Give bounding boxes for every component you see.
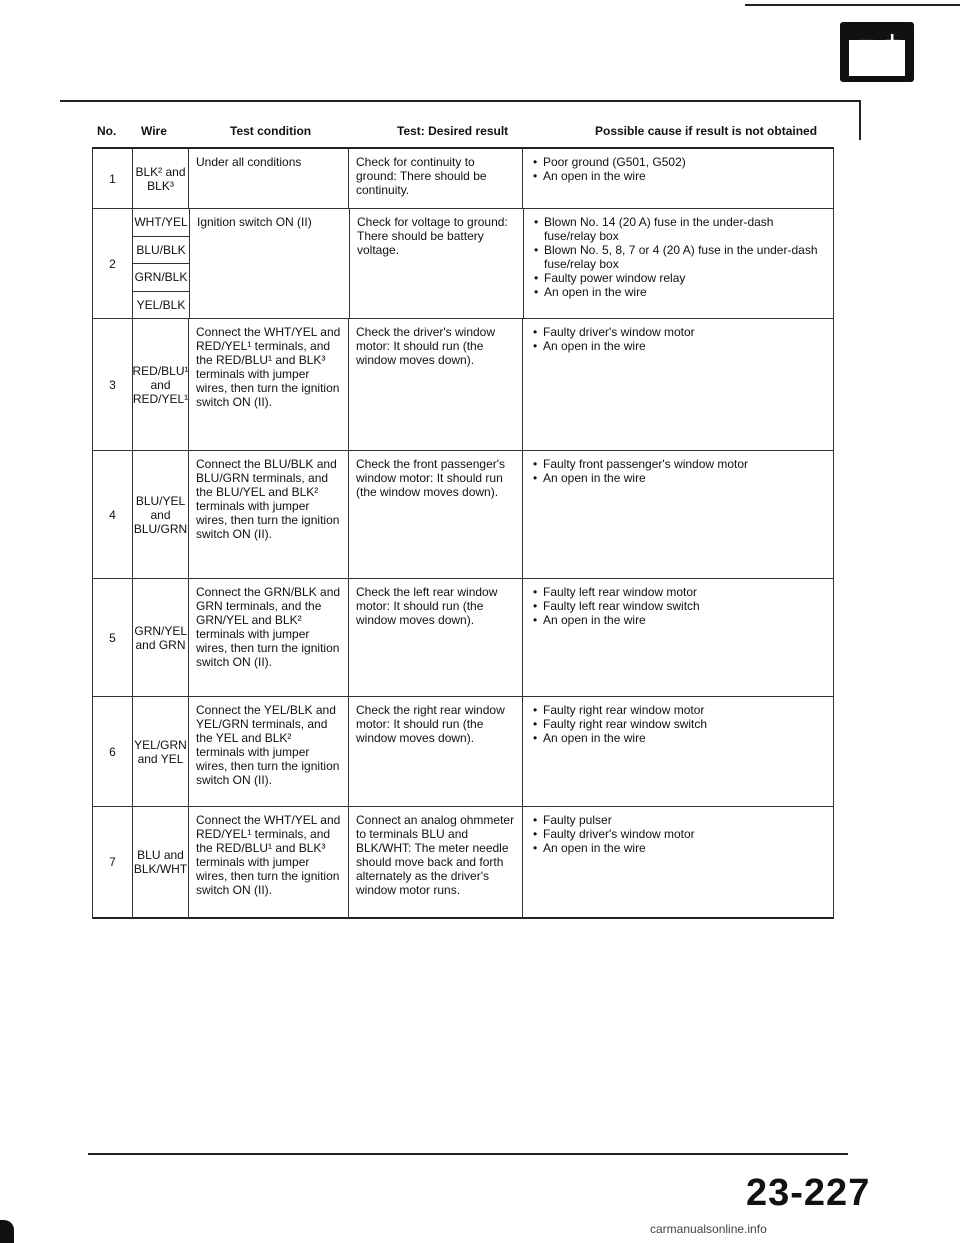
wire-color: BLK² and BLK³	[133, 149, 189, 208]
cause-item: • Faulty power window relay	[532, 271, 826, 285]
desired-result: Check for voltage to ground: There should be battery voltage.	[350, 209, 524, 318]
wire-color: BLU and BLK/WHT	[133, 807, 189, 917]
cause-item: • An open in the wire	[532, 285, 826, 299]
possible-causes	[523, 579, 831, 696]
cause-item: • Blown No. 5, 8, 7 or 4 (20 A) fuse in the under-dash fuse/relay box	[532, 243, 826, 271]
cause-item: • Faulty driver's window motor	[531, 827, 825, 841]
wire-color: GRN/YEL and GRN	[133, 579, 189, 696]
test-condition: Ignition switch ON (II)	[190, 209, 350, 318]
wire-color: RED/BLU¹ and RED/YEL¹	[133, 319, 189, 450]
wire-color: BLU/BLK	[136, 242, 186, 257]
row-number: 3	[93, 319, 133, 450]
table-row	[93, 451, 833, 579]
desired-result: Check the driver's window motor: It should run (the window moves down).	[349, 319, 523, 450]
row-number: 5	[93, 579, 133, 696]
wire-color: BLU/YEL and BLU/GRN	[133, 451, 189, 578]
test-condition: Connect the WHT/YEL and RED/YEL¹ terminals, and the RED/BLU¹ and BLK³ terminals with jumper wires, then turn the ignition switch ON (II).	[189, 319, 349, 450]
test-condition: Connect the WHT/YEL and RED/YEL¹ terminals, and the RED/BLU¹ and BLK³ terminals with jumper wires, then turn the ignition switch ON (II).	[189, 807, 349, 917]
cause-item: • Blown No. 14 (20 A) fuse in the under-dash fuse/relay box	[532, 215, 826, 243]
binding-edge	[0, 1220, 14, 1243]
header-rule	[60, 100, 860, 102]
wire-color: GRN/BLK	[134, 270, 188, 285]
desired-result: Check the right rear window motor: It should run (the window moves down).	[349, 697, 523, 806]
cause-item: • Poor ground (G501, G502)	[531, 155, 825, 169]
footer-rule	[88, 1153, 848, 1155]
desired-result: Connect an analog ohmmeter to terminals BLU and BLK/WHT: The meter needle should move back and forth alternately as the driver's window motor runs.	[349, 807, 523, 917]
cause-item: • An open in the wire	[531, 613, 825, 627]
wire-color: YEL/GRN and YEL	[133, 697, 189, 806]
possible-causes	[523, 451, 831, 578]
cause-item: • Faulty driver's window motor	[531, 325, 825, 339]
table-row	[93, 807, 833, 919]
possible-causes	[524, 209, 832, 318]
possible-causes	[523, 319, 831, 450]
cause-item: • An open in the wire	[531, 169, 825, 183]
desired-result: Check for continuity to ground: There should be continuity.	[349, 149, 523, 208]
table-row	[93, 697, 833, 807]
test-condition: Connect the GRN/BLK and GRN terminals, and the GRN/YEL and BLK² terminals with jumper wires, then turn the ignition switch ON (II).	[189, 579, 349, 696]
table-row	[93, 579, 833, 697]
table-row	[93, 149, 833, 209]
test-condition: Connect the YEL/BLK and YEL/GRN terminals, and the YEL and BLK² terminals with jumper wires, then turn the ignition switch ON (II).	[189, 697, 349, 806]
cause-item: • An open in the wire	[531, 731, 825, 745]
wire-color-list	[133, 209, 190, 318]
cause-item: • Faulty pulser	[531, 813, 825, 827]
battery-icon: − +	[840, 22, 914, 82]
possible-causes	[523, 149, 831, 208]
wire-test-table	[92, 147, 834, 919]
watermark: carmanualsonline.info	[650, 1222, 767, 1236]
table-row	[93, 319, 833, 451]
table-row	[93, 209, 833, 319]
header-test-condition: Test condition	[230, 124, 312, 138]
cause-item: • An open in the wire	[531, 841, 825, 855]
test-condition: Connect the BLU/BLK and BLU/GRN terminals, and the BLU/YEL and BLK² terminals with jumper wires, then turn the ignition switch ON (II).	[189, 451, 349, 578]
row-number: 1	[93, 149, 133, 208]
possible-causes	[523, 807, 831, 917]
page-number: 23-227	[746, 1172, 871, 1214]
header-desired-result: Test: Desired result	[397, 124, 509, 138]
row-number: 2	[93, 209, 133, 318]
header-possible-cause: Possible cause if result is not obtained	[595, 124, 818, 138]
cause-item: • Faulty front passenger's window motor	[531, 457, 825, 471]
row-number: 4	[93, 451, 133, 578]
desired-result: Check the left rear window motor: It should run (the window moves down).	[349, 579, 523, 696]
cause-item: • Faulty left rear window switch	[531, 599, 825, 613]
header-wire: Wire	[141, 124, 167, 138]
cause-item: • An open in the wire	[531, 471, 825, 485]
possible-causes	[523, 697, 831, 806]
cause-item: • Faulty right rear window motor	[531, 703, 825, 717]
top-edge-rule	[745, 4, 960, 6]
wire-color: WHT/YEL	[134, 215, 188, 230]
test-condition: Under all conditions	[189, 149, 349, 208]
cause-item: • An open in the wire	[531, 339, 825, 353]
header-no: No.	[97, 124, 117, 138]
row-number: 6	[93, 697, 133, 806]
cause-item: • Faulty left rear window motor	[531, 585, 825, 599]
cause-item: • Faulty right rear window switch	[531, 717, 825, 731]
wire-color: YEL/BLK	[136, 297, 186, 312]
table-header	[95, 124, 865, 144]
desired-result: Check the front passenger's window motor: It should run (the window moves down).	[349, 451, 523, 578]
row-number: 7	[93, 807, 133, 917]
